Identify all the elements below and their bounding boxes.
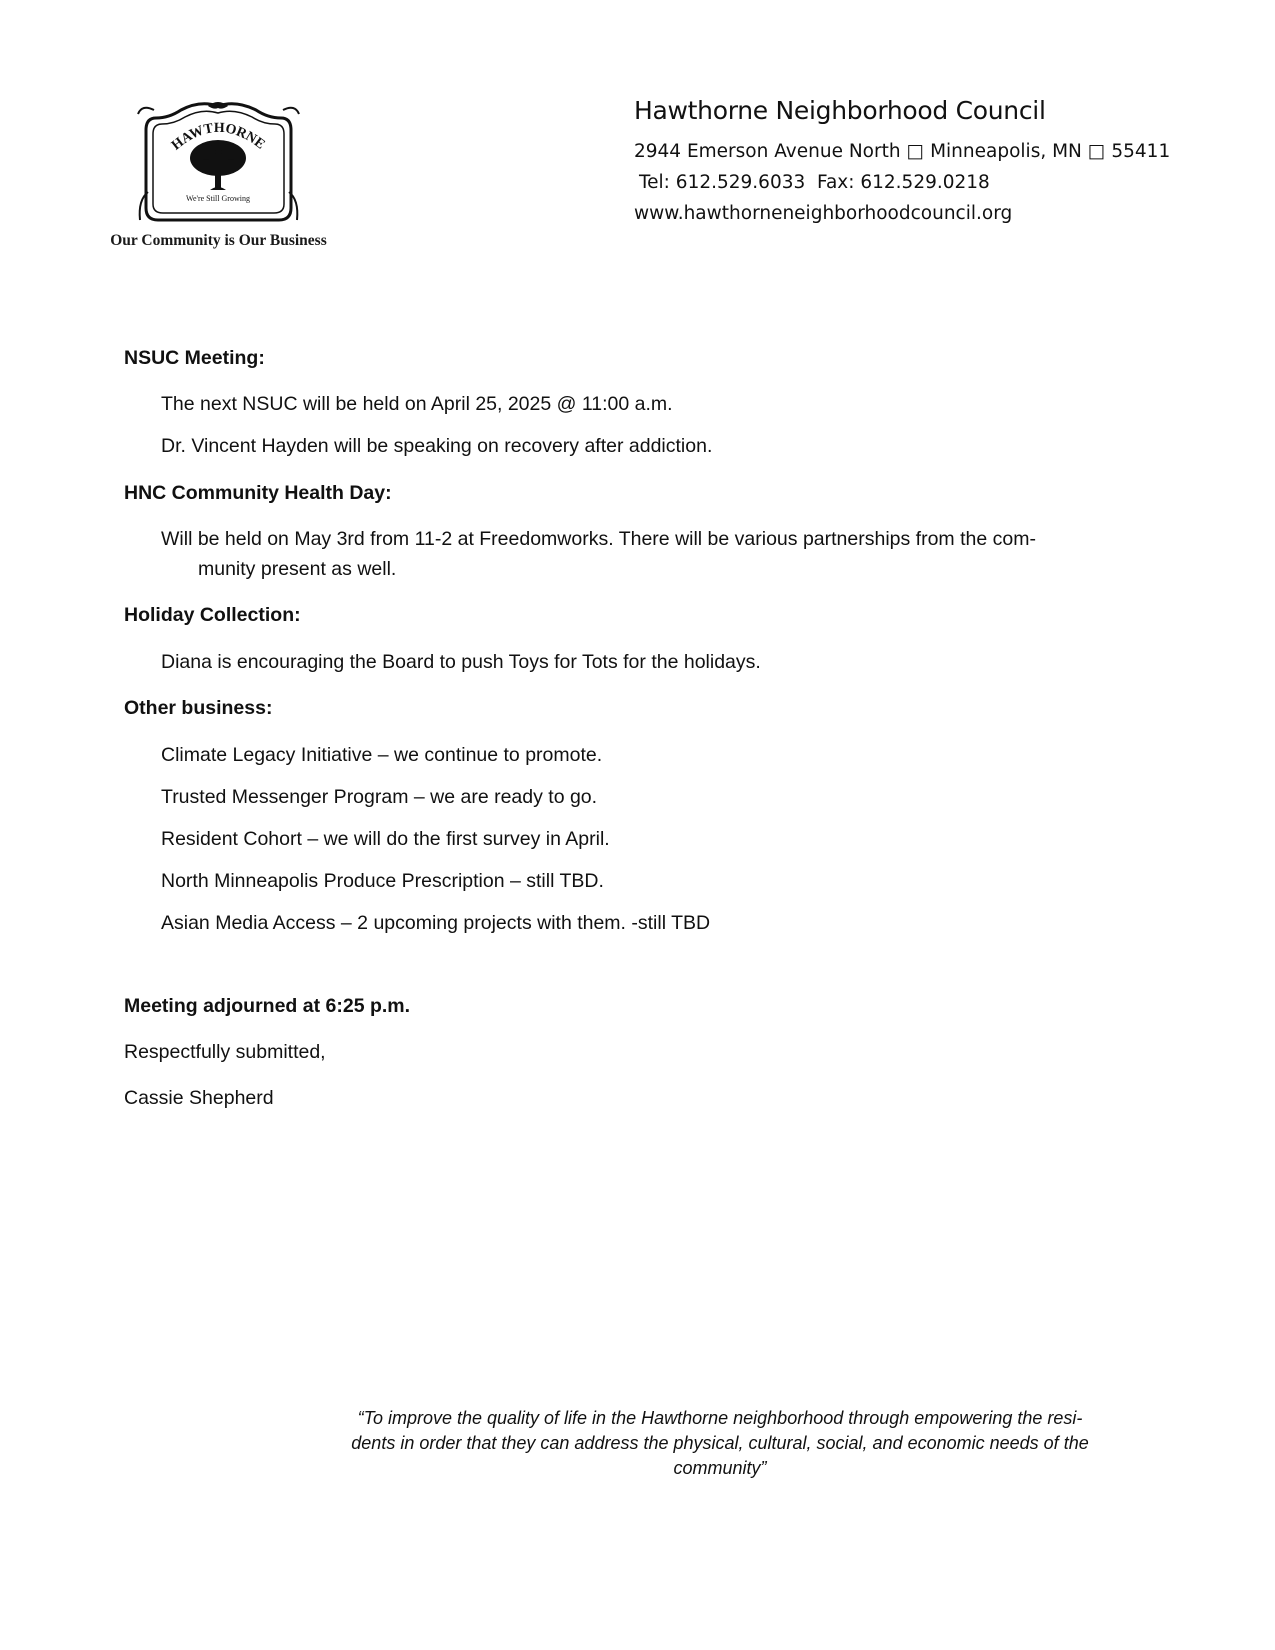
mission-statement [330,1406,1110,1481]
adjourned-note: Meeting adjourned at 6:25 p.m. [124,995,411,1017]
website-link[interactable]: www.hawthorneneighborhoodcouncil.org [634,203,1013,224]
address-street: 2944 Emerson Avenue North [634,141,901,162]
mission-line-1: “To improve the quality of life in the Hawthorne neighborhood through empowering the resi- [357,1408,1083,1428]
other-business-heading: Other business: [124,697,273,719]
address-city: Minneapolis, MN [930,141,1082,162]
separator-glyph: □ [906,141,925,162]
signer-name: Cassie Shepherd [124,1087,274,1109]
health-day-line-2: munity present as well. [198,558,397,580]
other-business-item: North Minneapolis Produce Prescription – still TBD. [161,870,604,892]
health-day-heading: HNC Community Health Day: [124,482,392,504]
nsuc-item: Dr. Vincent Hayden will be speaking on recovery after addiction. [161,435,713,457]
holiday-heading: Holiday Collection: [124,604,301,626]
logo-tagline: Our Community is Our Business [110,232,327,249]
other-business-item: Trusted Messenger Program – we are ready to go. [161,786,598,808]
other-business-item: Climate Legacy Initiative – we continue to promote. [161,744,603,766]
holiday-item: Diana is encouraging the Board to push Toys for Tots for the holidays. [161,651,761,673]
submitted-line: Respectfully submitted, [124,1041,326,1063]
logo-emblem [136,100,301,230]
nsuc-item: The next NSUC will be held on April 25, 2025 @ 11:00 a.m. [161,393,673,415]
mission-line-3: community” [673,1458,767,1478]
hawthorne-logo [96,100,341,260]
other-business-item: Asian Media Access – 2 upcoming projects with them. -still TBD [161,912,711,934]
logo-inner-text: We're Still Growing [186,194,250,203]
mission-line-2: dents in order that they can address the physical, cultural, social, and economic needs of the [351,1433,1089,1453]
nsuc-heading: NSUC Meeting: [124,347,265,369]
phone-fax-line: Tel: 612.529.6033 Fax: 612.529.0218 [639,172,990,193]
org-name: Hawthorne Neighborhood Council [634,96,1046,125]
separator-glyph: □ [1087,141,1106,162]
letterhead [634,96,1254,224]
address-zip: 55411 [1111,141,1171,162]
other-business-item: Resident Cohort – we will do the first survey in April. [161,828,610,850]
health-day-line-1: Will be held on May 3rd from 11-2 at Freedomworks. There will be various partnerships from the com- [161,528,1036,550]
logo-arc-text: HAWTHORNE [169,120,268,154]
address-line [634,141,1254,162]
health-day-item [161,524,1121,584]
